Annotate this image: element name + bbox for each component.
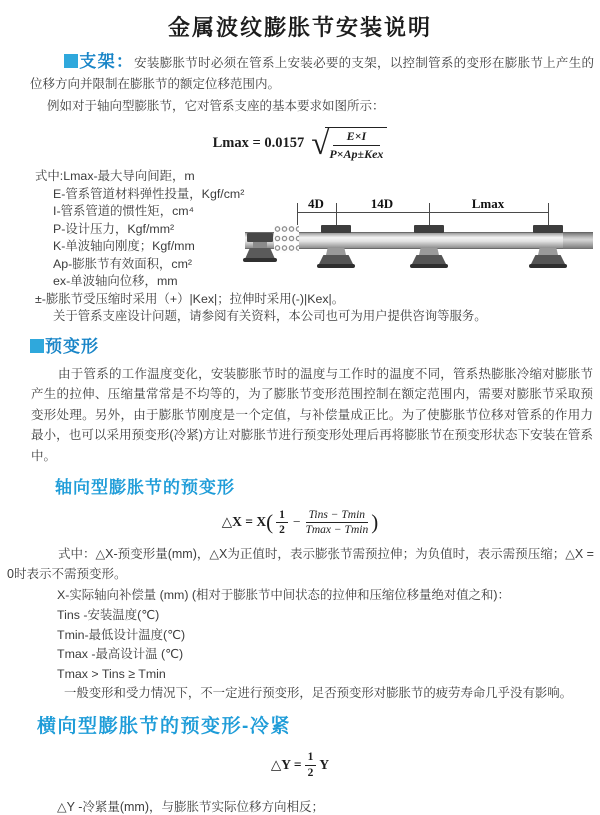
guide-support-2 [412,196,446,291]
support-body-text: 安装膨胀节时必须在管系上安装必要的支架，以控制管系的变形在膨胀节上产生的位移方向并限制在膨胀节的额定位移范围内。 [30,56,595,91]
dimension-label-lmax: Lmax [471,196,505,211]
guide-base [531,255,565,264]
support-heading-label: 支架： [79,52,135,71]
minus-operator: − [292,514,301,530]
definition-line: X-实际轴向补偿量 (mm) (相对于膨胀节中间状态的拉伸和压缩位移量绝对值之和)： [57,588,510,603]
definition-line: Tmin-最低设计温度(℃) [57,627,186,642]
guide-cap [414,225,444,233]
predeform-heading-label: 预变形 [45,336,99,356]
dimension-label-14d: 14D [370,196,394,211]
variable-line: E-管系管道材料弹性投量，Kgf/cm² [53,186,245,201]
support-paragraph [30,51,594,95]
variable-line: P-设计压力，Kgf/mm² [53,221,175,236]
axial-subheading: 轴向型膨胀节的预变形 [55,478,235,498]
definition-line: Tmax > Tins ≥ Tmin [57,666,166,681]
radical-sign-icon: √ [311,126,330,162]
anchor-foot [243,258,277,262]
guide-foot [317,264,355,268]
axial-formula-half-fraction [276,508,288,538]
fraction-numerator: 1 [276,508,288,523]
lateral-formula-rhs: Y [319,757,330,773]
support-section-heading [64,52,134,71]
axial-formula-temp-fraction [305,508,368,538]
section-square-icon [30,339,44,353]
fraction-denominator: 2 [279,523,285,536]
variable-line: ex-单波轴向位移，mm [53,274,178,288]
axial-definition-list [0,586,600,704]
open-paren: ( [266,509,274,534]
guide-foot [410,264,448,268]
guide-cap [533,225,563,233]
guide-cap [321,225,351,233]
lmax-formula-fraction [325,127,387,163]
axial-formula-lhs: △X = X [221,514,267,530]
guide-base [319,255,353,264]
variable-line: Ap-膨胀节有效面积，cm² [53,256,193,271]
lateral-description-line: △Y -冷紧量(mm)，与膨胀节实际位移方向相反； [57,800,325,815]
lateral-formula-lhs: △Y = [270,757,302,773]
lmax-formula-denominator: P×Ap±Kex [329,146,384,161]
guide-stem [419,248,439,255]
guide-base [412,255,446,264]
variable-line: K-单波轴向刚度；Kgf/mm [53,239,195,253]
axial-formula [0,504,600,540]
pipe-support-diagram [245,196,595,291]
definition-line: 一般变形和受力情况下，不一定进行预变形，足否预变形对膨胀节的疲劳寿命几乎没有影响。 [64,686,573,701]
close-paren: ) [371,509,379,534]
guide-stem [538,248,558,255]
definition-line: Tins -安装温度(℃) [57,608,160,623]
variable-line: I-管系管道的惯性矩，cm⁴ [53,204,194,218]
lateral-formula [0,748,600,782]
guide-support-1 [319,196,353,291]
consulting-note-line: 关于管系支座设计问题，请参阅有关资料，本公司也可为用户提供咨询等服务。 [53,309,487,323]
guide-support-3 [531,196,565,291]
fraction-denominator: 2 [307,766,314,779]
anchor-cap [247,233,273,242]
variable-line: 式中:Lmax-最大导向间距，m [35,169,195,183]
fraction-numerator: Tins − Tmin [306,508,368,523]
variable-line: ±-膨胀节受压缩时采用（+）|Kex|；拉伸时采用(-)|Kex|。 [35,291,345,306]
lmax-formula-lhs: Lmax = 0.0157 [212,134,305,151]
page-title: 金属波纹膨胀节安装说明 [167,15,432,40]
bellows-expansion-joint [274,225,299,253]
anchor-stem [253,242,267,248]
predeform-section-heading [30,336,600,359]
dimension-label-4d: 4D [308,196,324,211]
guide-stem [326,248,346,255]
lmax-formula [0,124,600,162]
section-square-icon [64,54,78,68]
definition-line: Tmax -最高设计温 (℃) [57,647,184,662]
guide-foot [529,264,567,268]
pipe-end-shading [563,232,593,249]
fraction-denominator: Tmax − Tmin [305,523,369,536]
lateral-formula-fraction [305,750,317,780]
support-example-line: 例如对于轴向型膨胀节，它对管系支座的基本要求如图所示： [47,99,385,113]
lateral-subheading: 横向型膨胀节的预变形-冷紧 [37,716,291,738]
axial-description-paragraph: 式中：△X-预变形量(mm)，△X为正值时，表示膨张节需预拉伸；为负值时，表示需预压缩；△X = 0时表示不需预变形。 [7,547,594,582]
lmax-formula-numerator: E×I [333,128,381,146]
fraction-numerator: 1 [305,750,317,765]
predeform-paragraph: 由于管系的工作温度变化，安装膨胀节时的温度与工作时的温度不同，管系热膨胀冷缩对膨胀节产生的拉伸、压缩量常常是不均等的，为了膨胀节变形范围控制在额定范围内，需要对膨胀节采取预变形处理。另外，由于膨胀节刚度是一个定值，与补偿量成正比。为了使膨胀节位移对管系的作用力最小，也可以采用预变形(冷紧)方让对膨胀节进行预变形处理后再将膨胀节在预变形状态下安装在管系中。 [31,366,593,463]
